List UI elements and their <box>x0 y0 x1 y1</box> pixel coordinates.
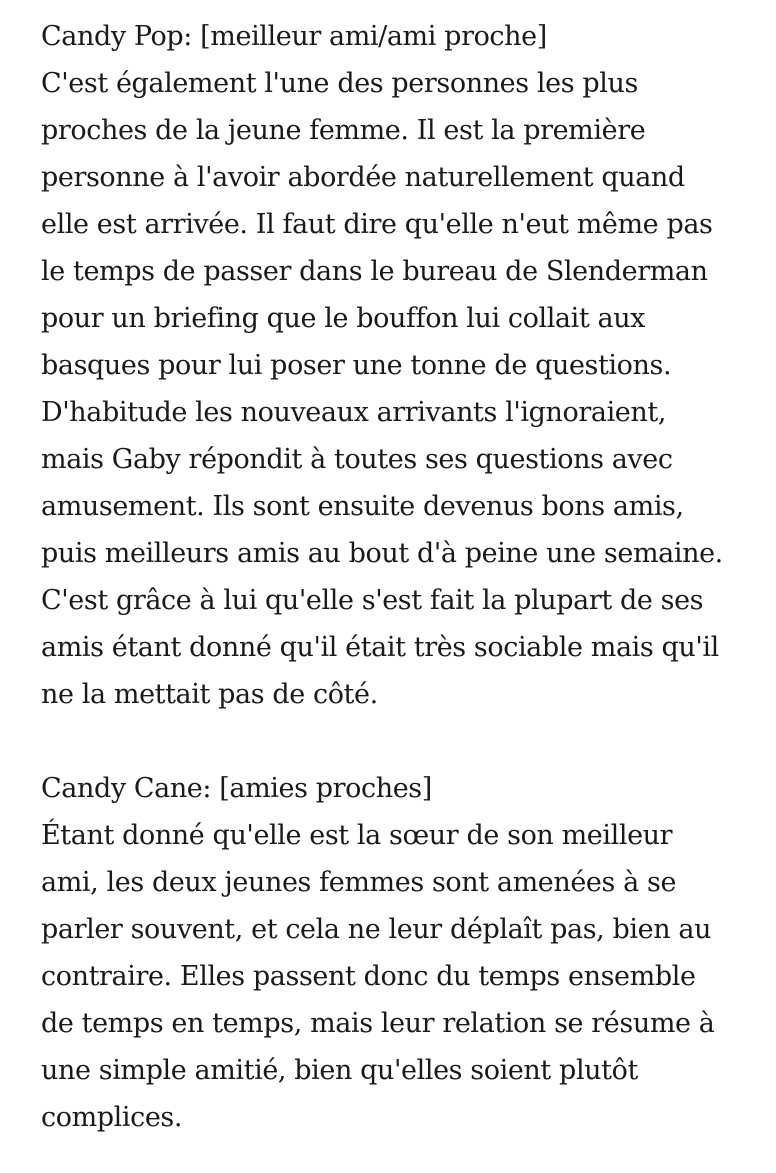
text-line: C'est grâce à lui qu'elle s'est fait la plupart de ses <box>41 585 704 616</box>
text-line: de temps en temps, mais leur relation se résume à <box>41 1008 715 1039</box>
text-line: amusement. Ils sont ensuite devenus bons amis, <box>41 491 684 522</box>
text-line: D'habitude les nouveaux arrivants l'ignoraient, <box>41 397 667 428</box>
text-line: proches de la jeune femme. Il est la première <box>41 115 646 146</box>
text-line: parler souvent, et cela ne leur déplaît pas, bien au <box>41 914 712 945</box>
document-body <box>41 13 771 1141</box>
text-line: Étant donné qu'elle est la sœur de son meilleur <box>41 820 673 851</box>
section-candy-pop <box>41 13 771 718</box>
text-line: mais Gaby répondit à toutes ses questions avec <box>41 444 673 475</box>
text-line: amis étant donné qu'il était très sociable mais qu'il <box>41 632 719 663</box>
text-line: le temps de passer dans le bureau de Slenderman <box>41 256 708 287</box>
text-line: contraire. Elles passent donc du temps ensemble <box>41 961 696 992</box>
text-line: ami, les deux jeunes femmes sont amenées à se <box>41 867 677 898</box>
text-line: puis meilleurs amis au bout d'à peine une semaine. <box>41 538 723 569</box>
text-line: personne à l'avoir abordée naturellement quand <box>41 162 685 193</box>
text-line: C'est également l'une des personnes les plus <box>41 68 638 99</box>
text-line: une simple amitié, bien qu'elles soient plutôt <box>41 1055 638 1086</box>
text-line: basques pour lui poser une tonne de questions. <box>41 350 672 381</box>
section-heading: Candy Cane: [amies proches] <box>41 773 432 804</box>
text-line: complices. <box>41 1102 183 1133</box>
section-heading: Candy Pop: [meilleur ami/ami proche] <box>41 21 547 52</box>
text-line: pour un briefing que le bouffon lui collait aux <box>41 303 646 334</box>
section-candy-cane <box>41 765 771 1141</box>
text-line: ne la mettait pas de côté. <box>41 679 378 710</box>
text-line: elle est arrivée. Il faut dire qu'elle n'eut même pas <box>41 209 713 240</box>
